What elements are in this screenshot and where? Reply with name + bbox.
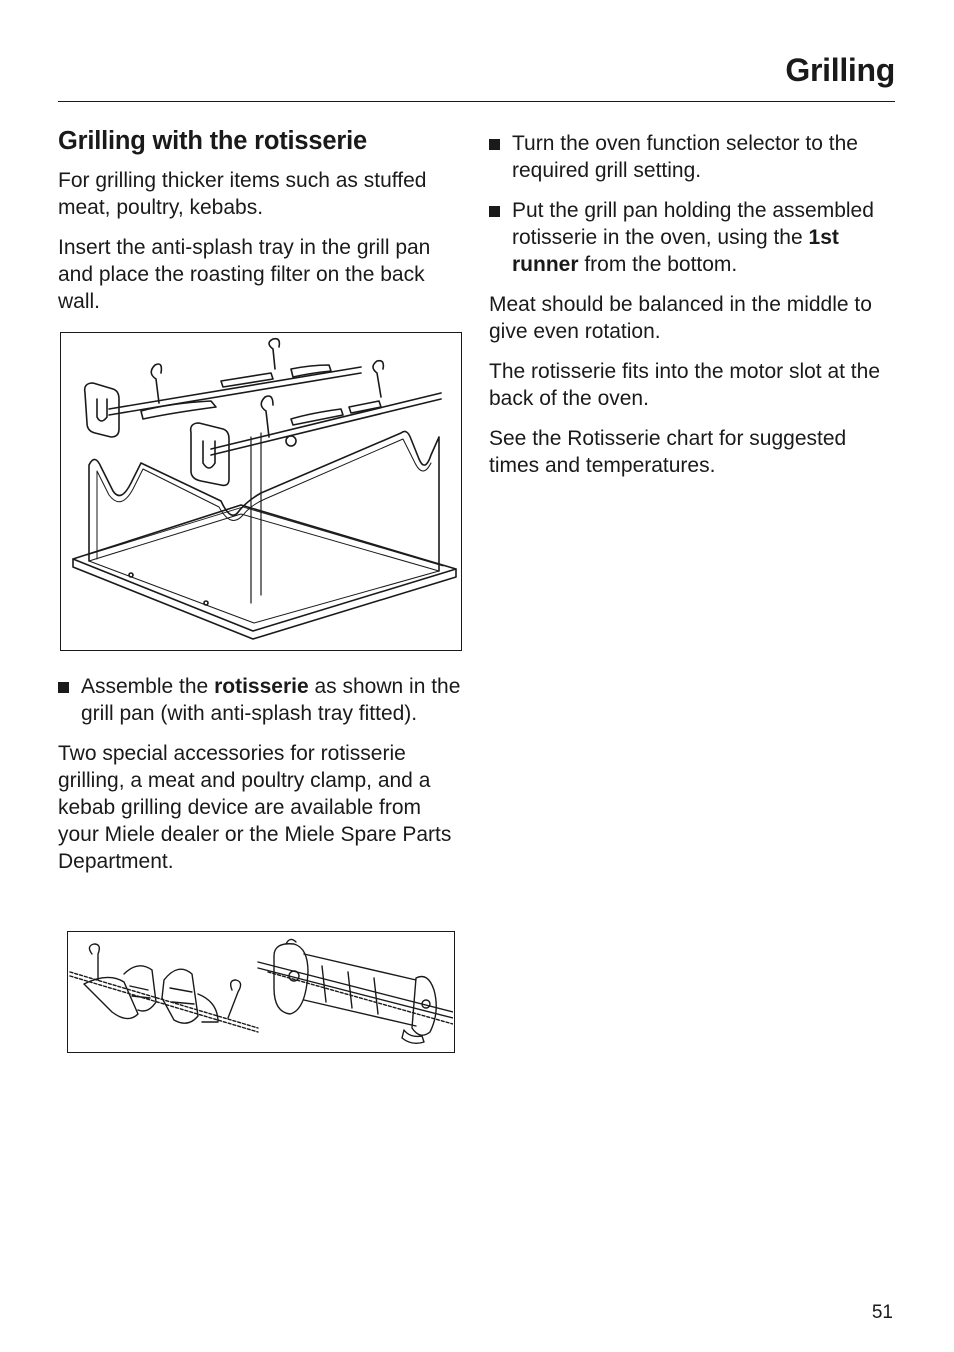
instruction-paragraph: Insert the anti-splash tray in the grill pan and place the roasting filter on the back wall. xyxy=(58,236,431,313)
bullet-square-icon xyxy=(489,139,500,150)
right-column xyxy=(489,120,899,479)
intro-paragraph: For grilling thicker items such as stuffed meat, poultry, kebabs. xyxy=(58,169,427,219)
bullet-assemble-text-before: Assemble the xyxy=(81,675,215,698)
balance-paragraph: Meat should be balanced in the middle to give even rotation. xyxy=(489,293,872,343)
bullet-put-text-before: Put the grill pan holding the assembled rotisserie in the oven, using the xyxy=(512,199,874,249)
bullet-put-text-after: from the bottom. xyxy=(578,253,738,276)
motor-slot-paragraph: The rotisserie fits into the motor slot at the back of the oven. xyxy=(489,360,881,410)
bullet-selector-text: Turn the oven function selector to the required grill setting. xyxy=(512,132,858,182)
bullet-assemble-text-after: as shown in the grill pan (with anti-splash tray fitted). xyxy=(81,675,461,725)
bullet-assemble-rotisserie xyxy=(58,673,466,727)
left-lower-column xyxy=(58,673,466,875)
accessories-drawing xyxy=(68,932,453,1051)
bullet-square-icon xyxy=(58,682,69,693)
rotisserie-assembly-figure xyxy=(60,332,462,651)
bullet-square-icon xyxy=(489,206,500,217)
bullet-assemble-bold: rotisserie xyxy=(214,675,309,698)
bullet-selector xyxy=(489,130,899,184)
accessories-figure xyxy=(67,931,455,1053)
section-title: Grilling xyxy=(785,52,895,88)
left-column xyxy=(58,120,466,315)
page-number: 51 xyxy=(871,1302,893,1323)
bullet-put-grill-pan xyxy=(489,197,899,278)
accessories-paragraph: Two special accessories for rotisserie grilling, a meat and poultry clamp, and a kebab grilling device are available from your Miele dealer or the Miele Spare Parts Department. xyxy=(58,742,452,873)
sub-heading: Grilling with the rotisserie xyxy=(58,127,367,155)
rotisserie-drawing xyxy=(61,333,460,649)
page-header xyxy=(58,50,895,102)
chart-reference-paragraph: See the Rotisserie chart for suggested times and temperatures. xyxy=(489,427,847,477)
bullet-put-bold: 1st runner xyxy=(512,226,839,276)
